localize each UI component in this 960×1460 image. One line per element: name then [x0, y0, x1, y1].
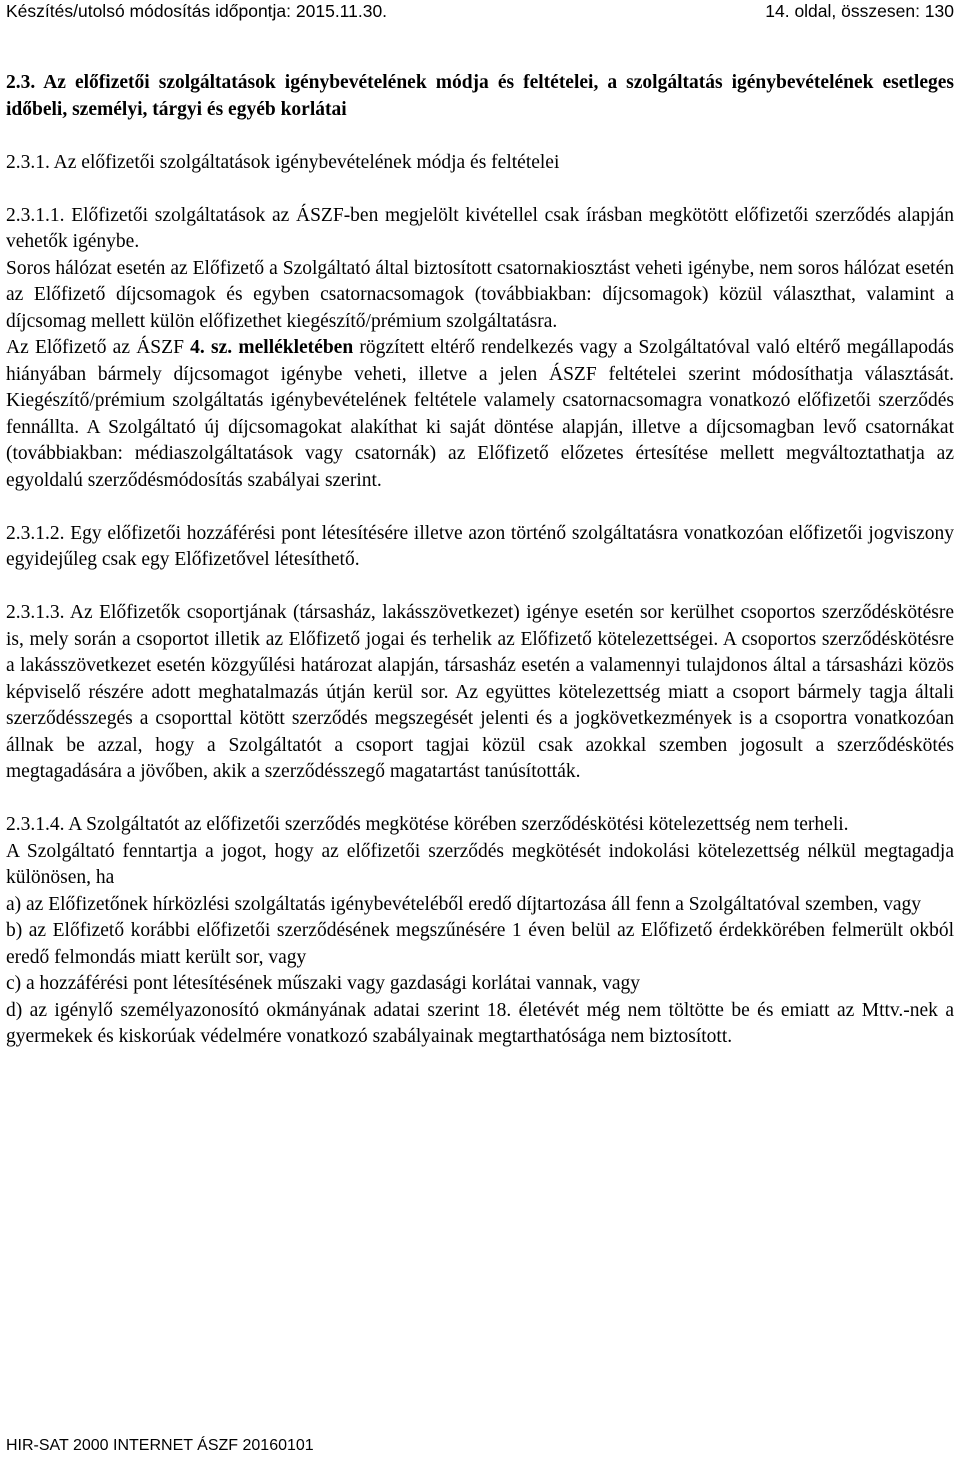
- paragraph-fenntartja: A Szolgáltató fenntartja a jogot, hogy az előfizetői szerződés megkötését indokolási kötelezettség nélkül megtagadja különösen, ha: [6, 840, 954, 888]
- paragraph-2-3-1-2: 2.3.1.2. Egy előfizetői hozzáférési pont létesítésére illetve azon történő szolgáltatásra vonatkozóan előfizetői jogviszony egyidejűleg csak egy Előfizetővel létesíthető.: [6, 522, 954, 570]
- subsection-heading: 2.3.1. Az előfizetői szolgáltatások igénybevételének módja és feltételei: [6, 151, 560, 173]
- list-item-b: b) az Előfizető korábbi előfizetői szerződésének megszűnésére 1 éven belül az Előfizető érdekkörében felmerült okból eredő felmondás miatt került sor, vagy: [6, 920, 954, 968]
- annex-reference: 4. sz. mellékletében: [190, 337, 354, 358]
- aszf-text-after: rögzített eltérő rendelkezés vagy a Szolgáltatóval való eltérő megállapodás hiányában bármely díjcsomagot igénybe veheti, illetve a jelen ÁSZF feltételei szerint módosíthatja választását. Kiegészítő/prémium szolgáltatás igénybevételének feltétele valamely csatornacsomagra vonatkozó előfizetői szerződés fennállta. A Szolgáltató új díjcsomagokat alakíthat ki saját döntése alapján, illetve a díjcsomagban levő csatornákat (továbbiakban: médiaszolgáltatások vagy csatornák) az Előfizető előzetes értesítése mellett megváltoztathatja az egyoldalú szerződésmódosítás szabályai szerint.: [6, 337, 955, 491]
- paragraph-2-3-1-3: 2.3.1.3. Az Előfizetők csoportjának (társasház, lakásszövetkezet) igénye esetén sor kerülhet csoportos szerződéskötésre is, mely során a csoportot illetik az Előfizető jogai és terhelik az Előfizető kötelezettségei. A csoportos szerződéskötésre a lakásszövetkezet esetén közgyűlési határozat alapján, társasház esetén a valamennyi tulajdonos által a társasházi közös képviselő részére adott meghatalmazás útján kerül sor. Az együttes kötelezettség miatt a csoport bármely tagja általi szerződésszegés a csoporttal kötött szerződés megszegését jelenti és a jogkövetkezmények is a csoportra vonatkozóan állnak be azzal, hogy a Szolgáltatót a csoport tagjai közül csak azokkal szemben jogosult a szerződéskötés megtagadására a jövőben, akik a szerződésszegő magatartást tanúsították.: [6, 602, 954, 782]
- document-body: [6, 70, 954, 1051]
- list-item-d: d) az igénylő személyazonosító okmányának adatai szerint 18. életévét még nem töltötte be és emiatt az Mttv.-nek a gyermekek és kiskorúak védelmére vonatkozó szabályainak megtarthatósága nem biztosított.: [6, 999, 954, 1047]
- paragraph-2-3-1-1: 2.3.1.1. Előfizetői szolgáltatások az ÁSZF-ben megjelölt kivétellel csak írásban megkötött előfizetői szerződés alapján vehetők igénybe.: [6, 204, 954, 252]
- aszf-text-before: Az Előfizető az ÁSZF: [6, 337, 191, 358]
- list-item-c: c) a hozzáférési pont létesítésének műszaki vagy gazdasági korlátai vannak, vagy: [6, 973, 641, 994]
- page-number: 14. oldal, összesen: 130: [765, 1, 954, 21]
- paragraph-2-3-1-4: 2.3.1.4. A Szolgáltatót az előfizetői szerződés megkötése körében szerződéskötési kötelezettség nem terheli.: [6, 814, 849, 835]
- modification-date: Készítés/utolsó módosítás időpontja: 2015.11.30.: [6, 1, 388, 21]
- section-heading: 2.3. Az előfizetői szolgáltatások igénybevételének módja és feltételei, a szolgáltatás igénybevételének esetleges időbeli, személyi, tárgyi és egyéb korlátai: [6, 72, 954, 120]
- paragraph-aszf-dijcsomag: [6, 335, 954, 494]
- page-header: [6, 0, 954, 24]
- page-footer: HIR-SAT 2000 INTERNET ÁSZF 20160101: [6, 1437, 314, 1454]
- paragraph-soros-halozat: Soros hálózat esetén az Előfizető a Szolgáltató által biztosított csatornakiosztást veheti igénybe, nem soros hálózat esetén az Előfizető díjcsomagok és egyben csatornacsomagok (továbbiakban: díjcsomagok) közül választhat, valamint a díjcsomag mellett külön előfizethet kiegészítő/prémium szolgáltatásra.: [6, 257, 954, 332]
- list-item-a: a) az Előfizetőnek hírközlési szolgáltatás igénybevételéből eredő díjtartozása áll fenn a Szolgáltatóval szemben, vagy: [6, 893, 922, 915]
